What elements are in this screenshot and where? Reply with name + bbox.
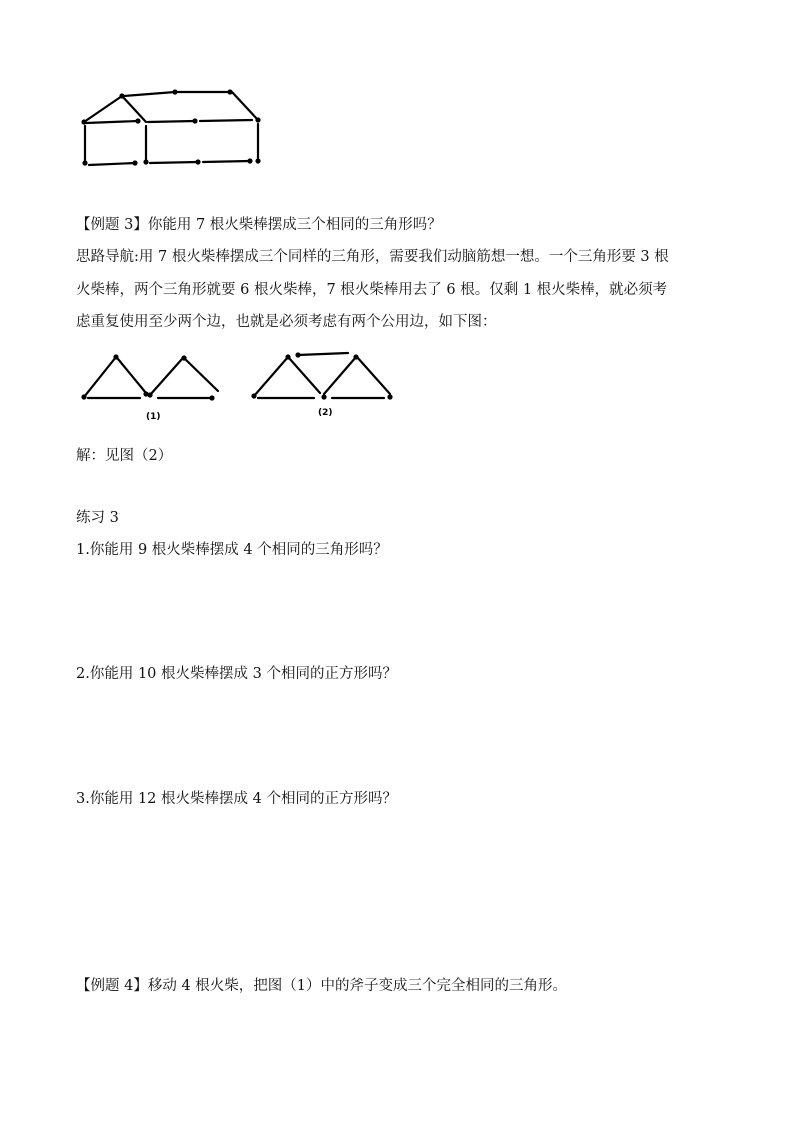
figure-1-two-triangles: [81, 354, 218, 400]
practice3-question-1: 1.你能用 9 根火柴棒摆成 4 个相同的三角形吗？: [76, 542, 388, 558]
figure-2-three-triangles: [251, 352, 392, 399]
example3-solution: 解：见图（2）: [76, 448, 173, 464]
triangle-figures: [70, 345, 410, 425]
figure-2-caption: (2): [318, 408, 333, 418]
matchstick-house-figure: [70, 80, 280, 175]
practice3-question-2: 2.你能用 10 根火柴棒摆成 3 个相同的正方形吗？: [76, 666, 397, 682]
practice3-question-3: 3.你能用 12 根火柴棒摆成 4 个相同的正方形吗？: [76, 791, 397, 807]
example3-title: 【例题 3】你能用 7 根火柴棒摆成三个相同的三角形吗？: [76, 217, 442, 233]
example3-guide-line1: 思路导航:用 7 根火柴棒摆成三个同样的三角形，需要我们动脑筋想一想。一个三角形要 3 根: [76, 249, 669, 265]
example3-guide-line2: 火柴棒，两个三角形就要 6 根火柴棒，7 根火柴棒用去了 6 根。仅剩 1 根火柴棒，就必须考: [76, 282, 668, 298]
practice3-heading: 练习 3: [76, 510, 119, 526]
house-match-heads: [81, 89, 260, 165]
example3-guide-line3: 虑重复使用至少两个边，也就是必须考虑有两个公用边，如下图：: [76, 314, 497, 330]
house-matchsticks: [84, 92, 258, 165]
figure-1-caption: (1): [146, 412, 161, 422]
example4-title: 【例题 4】移动 4 根火柴，把图（1）中的斧子变成三个完全相同的三角形。: [76, 978, 568, 994]
